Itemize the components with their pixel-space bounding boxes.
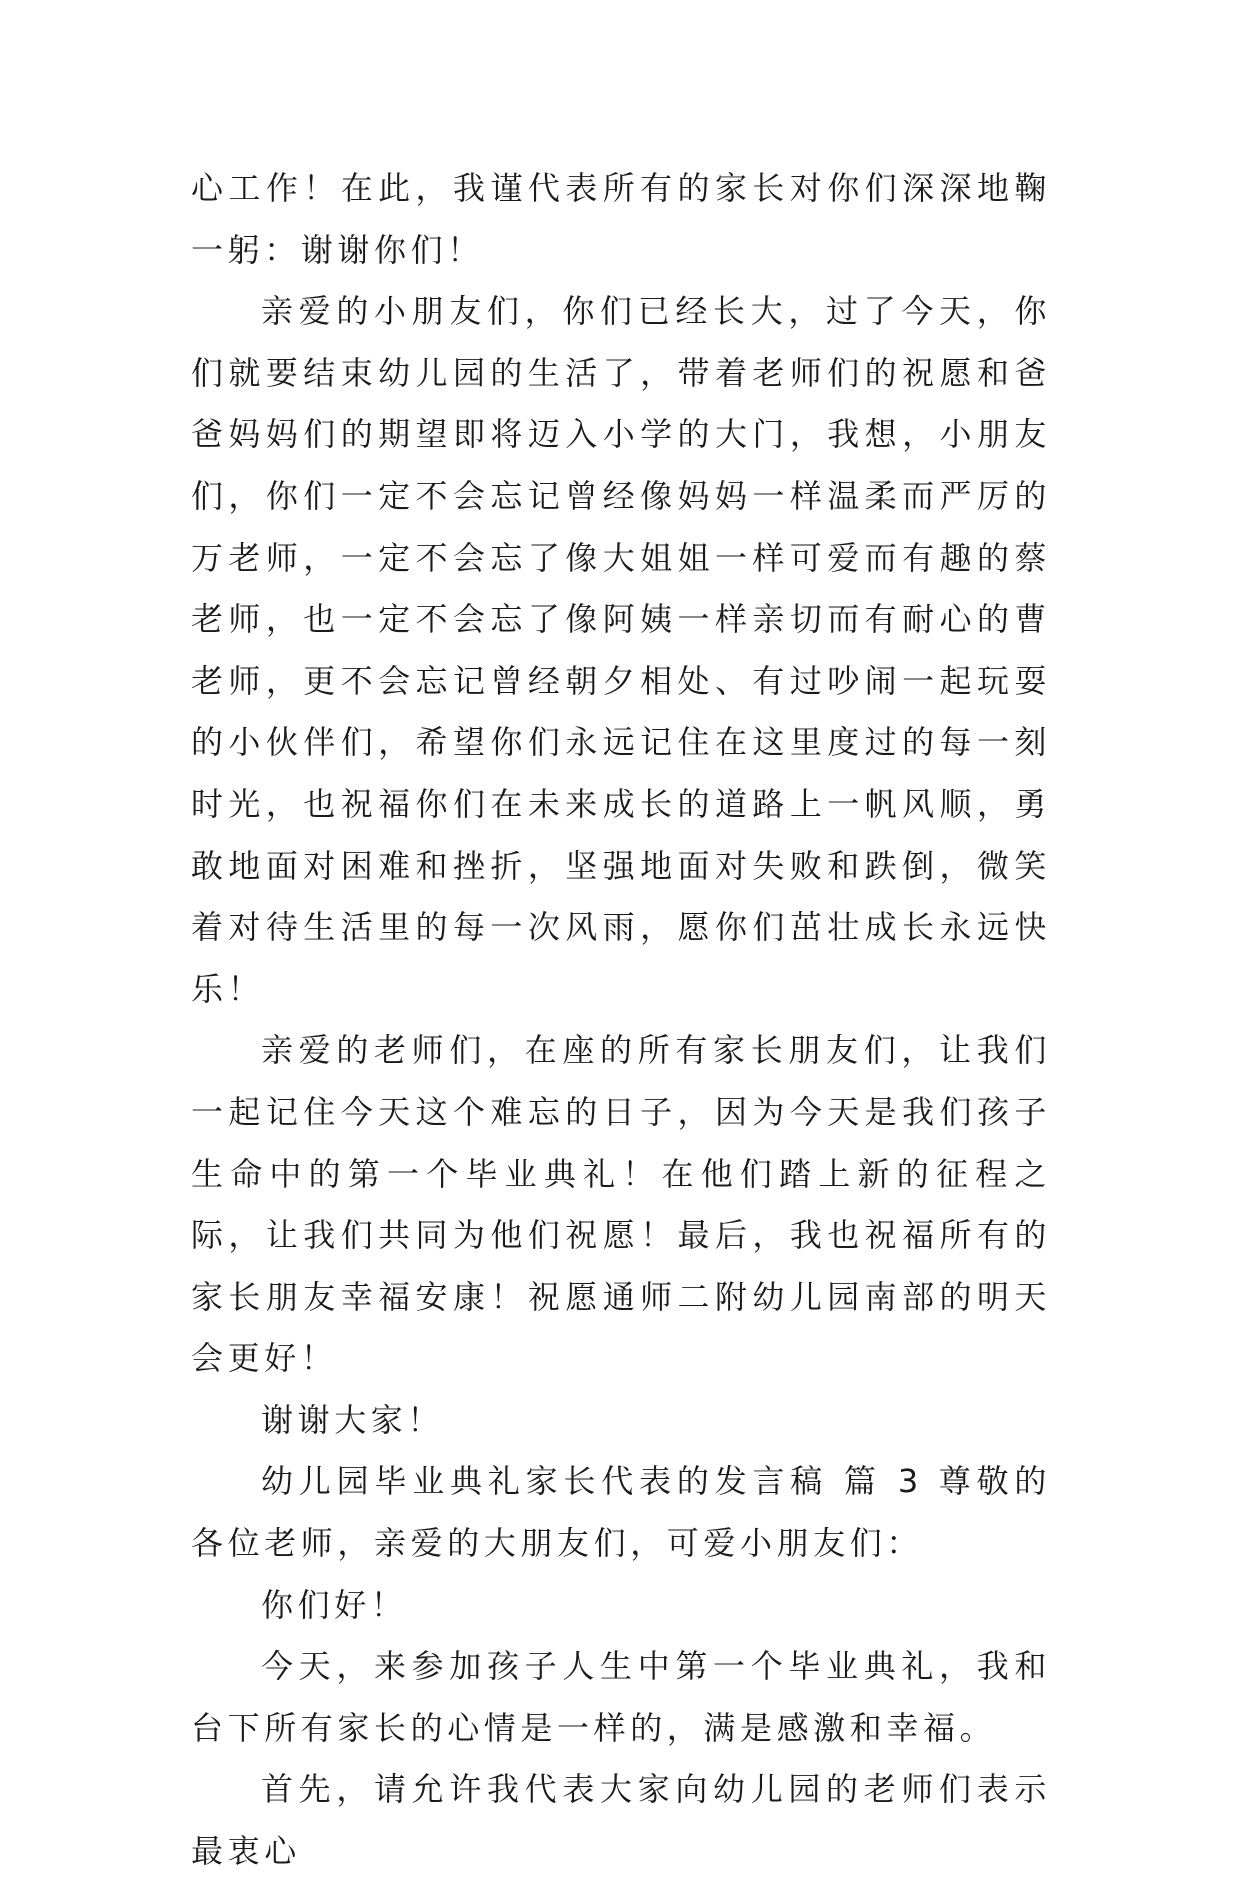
paragraph-first: 首先，请允许我代表大家向幼儿园的老师们表示最衷心 (191, 1770, 1051, 1871)
paragraph-thanks: 谢谢大家！ (261, 1400, 445, 1439)
paragraph-section-3-heading: 幼儿园毕业典礼家长代表的发言稿 篇 3 尊敬的各位老师，亲爱的大朋友们，可爱小朋友们： (191, 1462, 1051, 1563)
paragraph-today: 今天，来参加孩子人生中第一个毕业典礼，我和台下所有家长的心情是一样的，满是感激和幸福。 (191, 1647, 1051, 1747)
paragraph-to-teachers-and-parents: 亲爱的老师们，在座的所有家长朋友们，让我们一起记住今天这个难忘的日子，因为今天是我们孩子生命中的第一个毕业典礼！在他们踏上新的征程之际，让我们共同为他们祝愿！最后，我也祝福所有的家长朋友幸福安康！祝愿通师二附幼儿园南部的明天会更好！ (191, 1031, 1051, 1378)
paragraph-to-children: 亲爱的小朋友们，你们已经长大，过了今天，你们就要结束幼儿园的生活了，带着老师们的祝愿和爸爸妈妈们的期望即将迈入小学的大门，我想，小朋友们，你们一定不会忘记曾经像妈妈一样温柔而严厉的万老师，一定不会忘了像大姐姐一样可爱而有趣的蔡老师，也一定不会忘了像阿姨一样亲切而有耐心的曹老师，更不会忘记曾经朝夕相处、有过吵闹一起玩耍的小伙伴们，希望你们永远记住在这里度过的每一刻时光，也祝福你们在未来成长的道路上一帆风顺，勇敢地面对困难和挫折，坚强地面对失败和跌倒，微笑着对待生活里的每一次风雨，愿你们茁壮成长永远快乐！ (191, 292, 1051, 1008)
paragraph-greeting: 你们好！ (261, 1585, 408, 1624)
paragraph-continuation: 心工作！在此，我谨代表所有的家长对你们深深地鞠一躬：谢谢你们！ (191, 169, 1051, 269)
document-body (191, 158, 1051, 1883)
